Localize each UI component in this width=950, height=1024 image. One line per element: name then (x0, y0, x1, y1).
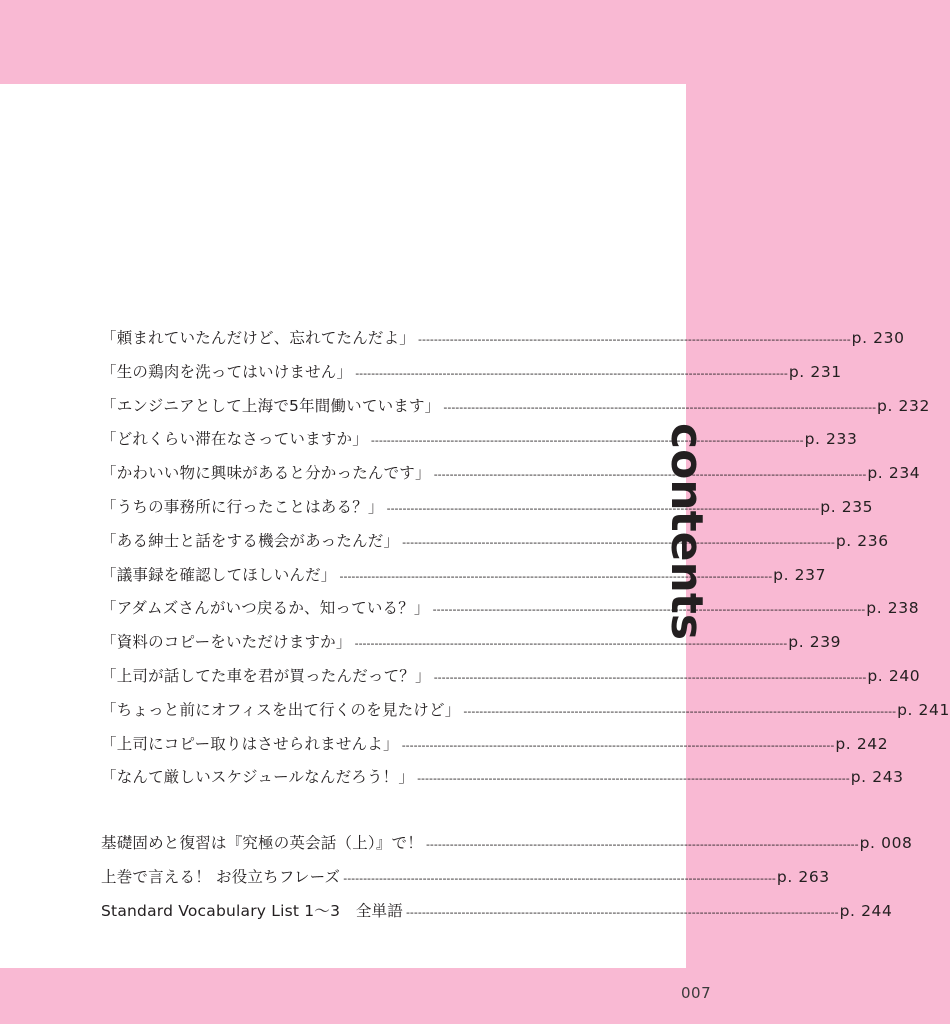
toc-entry[interactable] (101, 596, 920, 630)
toc-entry[interactable] (101, 427, 858, 461)
toc-entry[interactable] (101, 326, 905, 360)
toc-entry-page: p. 263 (776, 867, 830, 886)
dot-leader: ------------------------------------------------------------------------------------------------------------- (402, 535, 835, 549)
toc-extra-entry[interactable] (101, 865, 830, 899)
toc-entry-page: p. 237 (773, 565, 827, 584)
dot-leader: ------------------------------------------------------------------------------------------------------------- (401, 738, 835, 752)
toc-entry-page: p. 233 (804, 430, 858, 449)
toc-entry[interactable] (101, 461, 921, 495)
toc-entry[interactable] (101, 360, 842, 394)
toc-entry-page: p. 239 (788, 633, 842, 652)
toc-entry-page: p. 231 (788, 362, 842, 381)
toc-entry-page: p. 243 (850, 768, 904, 787)
page-number: 007 (681, 984, 712, 1002)
dot-leader: ------------------------------------------------------------------------------------------------------------- (370, 434, 804, 448)
dot-leader: ------------------------------------------------------------------------------------------------------------- (386, 501, 820, 515)
dot-leader: ------------------------------------------------------------------------------------------------------------- (433, 468, 867, 482)
toc-entry[interactable] (101, 732, 889, 766)
toc-entry[interactable] (101, 664, 921, 698)
toc-entry-title: 「ある紳士と話をする機会があったんだ」 (101, 531, 400, 550)
dot-leader: ------------------------------------------------------------------------------------------------------------- (417, 772, 850, 786)
dot-leader: ------------------------------------------------------------------------------------------------------------- (418, 333, 851, 346)
dot-leader: ------------------------------------------------------------------------------------------------------------- (463, 704, 897, 718)
toc-entry-page: p. 234 (867, 464, 921, 483)
toc-entry-title: Standard Vocabulary List 1〜3 全単語 (101, 901, 403, 920)
toc-entry[interactable] (101, 630, 842, 664)
dot-leader: ------------------------------------------------------------------------------------------------------------- (443, 400, 877, 414)
toc-entry-title: 「頼まれていたんだけど、忘れてたんだよ」 (101, 329, 416, 347)
contents-side-heading (661, 423, 712, 641)
toc-entry-page: p. 242 (835, 734, 889, 753)
toc-entry-title: 「アダムズさんがいつ戻るか、知っている？」 (101, 599, 430, 618)
toc-entry-page: p. 008 (859, 834, 913, 853)
dot-leader: ------------------------------------------------------------------------------------------------------------- (405, 905, 839, 919)
dot-leader: ------------------------------------------------------------------------------------------------------------- (354, 637, 788, 651)
toc-entry-title: 「エンジニアとして上海で5年間働いています」 (101, 396, 441, 415)
dot-leader: ------------------------------------------------------------------------------------------------------------- (432, 603, 866, 617)
toc-entry-page: p. 230 (851, 329, 905, 347)
toc-entry-title: 「資料のコピーをいただけますか」 (101, 633, 352, 652)
toc-entry-title: 「生の鶏肉を洗ってはいけません」 (101, 362, 353, 381)
toc-entry-page: p. 244 (839, 901, 893, 920)
toc-entry-title: 「上司にコピー取りはさせられませんよ」 (101, 734, 399, 753)
toc-entry-page: p. 238 (866, 599, 920, 618)
toc-entry-title: 「ちょっと前にオフィスを出て行くのを見たけど」 (101, 700, 461, 719)
toc-entry[interactable] (101, 394, 930, 428)
toc-entry-title: 「なんて厳しいスケジュールなんだろう！」 (101, 768, 415, 787)
dot-leader: ------------------------------------------------------------------------------------------------------------- (425, 838, 859, 852)
toc-extra-entry[interactable] (101, 899, 893, 933)
toc-entry[interactable] (101, 563, 827, 597)
toc-entry-title: 「上司が話してた車を君が買ったんだって？」 (101, 666, 431, 685)
section-spacer (101, 799, 581, 831)
toc-entry-page: p. 236 (835, 531, 889, 550)
toc-entry[interactable] (101, 529, 889, 563)
toc-entry-title: 上巻で言える！ お役立ちフレーズ (101, 867, 341, 886)
toc-entry-title: 「うちの事務所に行ったことはある？」 (101, 497, 384, 516)
toc-entry-title: 「議事録を確認してほしいんだ」 (101, 565, 337, 584)
toc-entry-page: p. 235 (820, 497, 874, 516)
dot-leader: ------------------------------------------------------------------------------------------------------------- (433, 670, 867, 684)
dot-leader: ------------------------------------------------------------------------------------------------------------- (339, 569, 773, 583)
toc-entry-page: p. 240 (867, 666, 921, 685)
toc-entry[interactable] (101, 765, 904, 799)
contents-heading-text: contents (661, 423, 712, 641)
toc-entry[interactable] (101, 495, 874, 529)
toc-entry-title: 「どれくらい滞在なさっていますか」 (101, 430, 368, 449)
dot-leader: ------------------------------------------------------------------------------------------------------------- (343, 871, 776, 885)
dot-leader: ------------------------------------------------------------------------------------------------------------- (355, 366, 788, 380)
toc-extra-entry[interactable] (101, 831, 913, 865)
toc-entry-page: p. 232 (877, 396, 930, 415)
toc-entry-page: p. 241 (897, 700, 950, 719)
toc-entry-title: 基礎固めと復習は『究極の英会話（上）』で！ (101, 834, 423, 853)
toc-entry[interactable] (101, 698, 950, 732)
toc-entry-title: 「かわいい物に興味があると分かったんです」 (101, 464, 431, 483)
